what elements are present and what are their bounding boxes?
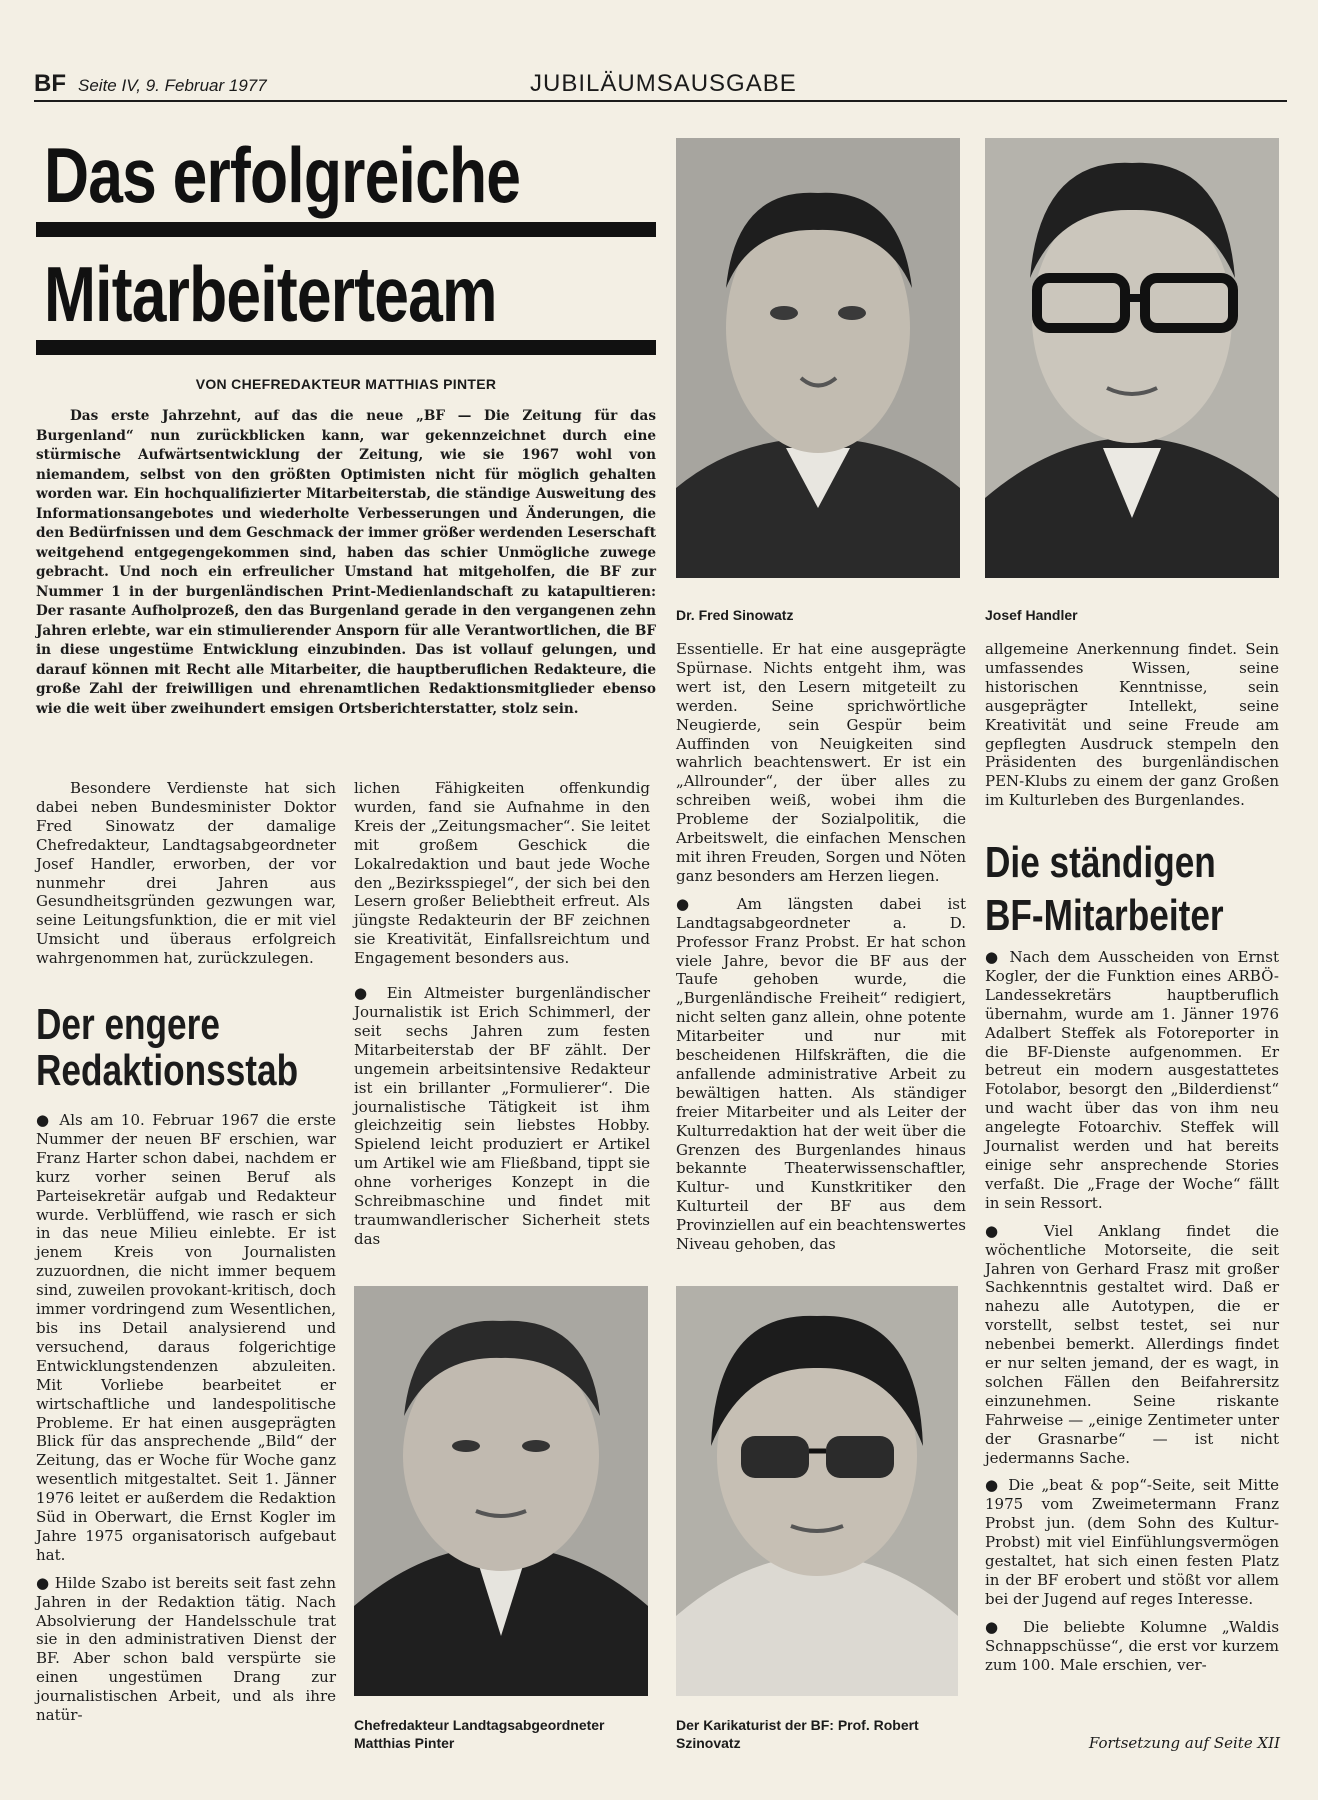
col2-paragraph-2: ● Ein Altmeister burgenländischer Journalistik ist Erich Schimmerl, der seit sechs Jahren zum festen Mitarbeiterstab der BF zählt. Der ungemein arbeitsintensive Redakteur ist ein brillanter „Formulierer“. Die journalistische Tätigkeit ist ihm gleichzeitig sein liebstes Hobby. Spielend leicht produziert er Artikel um Artikel wie am Fließband, tippt sie ohne vorheriges Konzept in die Schreibmaschine und findet mit traumwandlerischer Sicherheit stets das bbox=[354, 984, 650, 1249]
headline-line-1: Das erfolgreiche bbox=[44, 131, 521, 219]
column-3 bbox=[676, 640, 966, 1254]
col4-paragraph-3: ● Viel Anklang findet die wöchentliche Motorseite, die seit Jahren von Gerhard Frasz mit großer Sachkenntnis gestaltet wird. Daß er nahezu alle Autotypen, die er vorstellt, selbst testet, sei nur nebenbei bemerkt. Allerdings findet er nur selten jemand, der es wagt, in solchen Fällen den Beifahrersitz einzunehmen. Seine riskante Fahrweise — „einige Zentimeter unter der Grasnarbe“ — ist nicht jedermanns Sache. bbox=[985, 1222, 1279, 1468]
photo-szinovatz bbox=[676, 1286, 958, 1696]
photo-handler bbox=[985, 138, 1279, 578]
col4-paragraph-2: ● Nach dem Ausscheiden von Ernst Kogler, der die Funktion eines ARBÖ-Landessekretärs hauptberuflich übernahm, wurde am 1. Jänner 1976 Adalbert Steffek als Fotoreporter in die BF-Dienste aufgenommen. Er betreut ein modern ausgestattetes Fotolabor, besorgt den „Bilderdienst“ und wacht über das von ihm neu angelegte Fotoarchiv. Steffek will Journalist werden und hat bereits einige sehr ansprechende Stories verfaßt. Die „Frage der Woche“ fällt in sein Ressort. bbox=[985, 948, 1279, 1213]
col1-paragraph-2: ● Als am 10. Februar 1967 die erste Nummer der neuen BF erschien, war Franz Harter schon dabei, nachdem er kurz vorher seinen Beruf als Parteisekretär aufgab und Redakteur wurde. Verblüffend, wie rasch er sich in das neue Milieu einlebte. Er ist jenem Kreis von Journalisten zuzuordnen, die nicht immer bequem sind, zuweilen provokant-kritisch, doch immer vordringend zum Wesentlichen, bis ins Detail analysierend und versuchend, daraus folgerichtige Entwicklungstendenzen abzuleiten. Mit Vorliebe bearbeitet er wirtschaftliche und landespolitische Probleme. Er hat einen ausgeprägten Blick für das ansprechende „Bild“ der Zeitung, das er Woche für Woche ganz wesentlich mitgestaltet. Seit 1. Jänner 1976 leitet er außerdem die Redaktion Süd in Oberwart, die Ernst Kogler im Jahre 1975 organisatorisch aufgebaut hat. bbox=[36, 1111, 336, 1565]
caption-handler: Josef Handler bbox=[985, 607, 1078, 623]
headline-line-2: Mitarbeiterteam bbox=[44, 250, 497, 338]
subhead-standige-line-2: BF-Mitarbeiter bbox=[985, 891, 1224, 940]
page-header bbox=[34, 70, 1287, 102]
caption-pinter: Chefredakteur Landtagsabgeordneter Matthias Pinter bbox=[354, 1717, 605, 1751]
headline-rule-1 bbox=[36, 222, 656, 237]
column-4 bbox=[985, 640, 1279, 810]
col2-paragraph-1: lichen Fähigkeiten offenkundig wurden, fand sie Aufnahme in den Kreis der „Zeitungsmacher“. Sie leitet mit großem Geschick die Lokalredaktion und baut jede Woche den „Bezirksspiegel“, der sich bei den Lesern großer Beliebtheit erfreut. Als jüngste Redakteurin der BF zeichnen sie Kreativität, Einfallsreichtum und Engagement besonders aus. bbox=[354, 779, 650, 968]
column-1 bbox=[36, 779, 336, 968]
headline-rule-2 bbox=[36, 340, 656, 355]
col1-paragraph-1: Besondere Verdienste hat sich dabei neben Bundesminister Doktor Fred Sinowatz der damalige Chefredakteur, Landtagsabgeordneter Josef Handler, erworben, der vor nunmehr drei Jahren aus Gesundheitsgründen gezwungen war, seine Leitungsfunktion, die er mit viel Umsicht und überaus erfolgreich wahrgenommen hat, zurückzulegen. bbox=[36, 779, 336, 968]
column-4-continued bbox=[985, 948, 1279, 1675]
photo-sinowatz bbox=[676, 138, 960, 578]
header-brand: BF bbox=[34, 70, 66, 97]
column-1-continued bbox=[36, 1111, 336, 1725]
col4-paragraph-5: ● Die beliebte Kolumne „Waldis Schnappschüsse“, die erst vor kurzem zum 100. Male erschien, ver- bbox=[985, 1618, 1279, 1675]
caption-szinovatz: Der Karikaturist der BF: Prof. Robert Szinovatz bbox=[676, 1717, 919, 1751]
caption-sinowatz: Dr. Fred Sinowatz bbox=[676, 607, 794, 623]
photo-pinter bbox=[354, 1286, 648, 1696]
col3-paragraph-2: ● Am längsten dabei ist Landtagsabgeordneter a. D. Professor Franz Probst. Er hat schon viele Jahre, bevor die BF aus der Taufe gehoben wurde, die „Burgenländische Freiheit“ redigiert, nicht selten ganz allein, ohne potente Mitarbeiter und nur mit bescheidenen Hilfskräften, die die anfallende administrative Arbeit zu bewältigen hatten. Als ständiger freier Mitarbeiter und als Leiter der Kulturredaktion hat der weit über die Grenzen des Burgenlandes hinaus bekannte Theaterwissenschaftler, Kultur- und Kunstkritiker den Kulturteil der BF aus dem Provinziellen auf ein beachtenswertes Niveau gehoben, das bbox=[676, 895, 966, 1254]
intro-paragraph: Das erste Jahrzehnt, auf das die neue „BF — Die Zeitung für das Burgenland“ nun zurückblicken kann, war gekennzeichnet durch eine stürmische Aufwärtsentwicklung der Zeitung, wie sie 1967 wohl von niemandem, selbst von den größten Optimisten nicht für möglich gehalten worden war. Ein hochqualifizierter Mitarbeiterstab, die ständige Ausweitung des Informationsangebotes und wiederholte Verbesserungen und Änderungen, die den Bedürfnissen und dem Geschmack der immer größer werdenden Leserschaft weitgehend entgegengekommen sind, haben das schier Unmögliche zuwege gebracht. Und noch ein erfreulicher Umstand hat mitgeholfen, die BF zur Nummer 1 in der burgenländischen Print-Medienlandschaft zu katapultieren: Der rasante Aufholprozeß, den das Burgenland gerade in den vergangenen zehn Jahren erlebte, war ein stimulierender Ansporn für alle Verantwortlichen, die BF in diese ungestüme Entwicklung einzubinden. Das ist vollauf gelungen, und darauf können mit Recht alle Mitarbeiter, die hauptberuflichen Redakteure, die große Zahl der freiwilligen und ehrenamtlichen Redaktionsmitglieder ebenso wie die weit über zweihundert emsigen Ortsberichterstatter, stolz sein. bbox=[36, 408, 656, 717]
byline: VON CHEFREDAKTEUR MATTHIAS PINTER bbox=[195, 376, 497, 392]
col4-paragraph-4: ● Die „beat & pop“-Seite, seit Mitte 1975 vom Zweimetermann Franz Probst jun. (dem Sohn des Kultur-Probst) mit viel Einfühlungsvermögen gestaltet, hat sich einen festen Platz in der BF erobert und stößt vor allem bei der Jugend auf reges Interesse. bbox=[985, 1476, 1279, 1608]
subhead-redaktionsstab: Der engere Redaktionsstab bbox=[36, 1000, 299, 1095]
subhead-standige-line-1: Die ständigen bbox=[985, 838, 1216, 887]
col4-paragraph-1: allgemeine Anerkennung findet. Sein umfassendes Wissen, seine historischen Kenntnisse, sein ausgeprägter Intellekt, seine Kreativität und seine Freude am gepflegten Ausdruck stempeln den Präsidenten des burgenländischen PEN-Klubs zu einem der ganz Großen im Kulturleben des Burgenlandes. bbox=[985, 640, 1279, 810]
col3-paragraph-1: Essentielle. Er hat eine ausgeprägte Spürnase. Nichts entgeht ihm, was wert ist, den Lesern mitgeteilt zu werden. Seine sprichwörtliche Neugierde, sein Gespür beim Auffinden von Neuigkeiten sind wahrlich beachtenswert. Er ist ein „Allrounder“, der über alles zu schreiben weiß, wobei ihm die Probleme der Sozialpolitik, die Arbeitswelt, die einfachen Menschen mit ihren Freuden, Sorgen und Nöten ganz besonders am Herzen liegen. bbox=[676, 640, 966, 885]
header-page-info: Seite IV, 9. Februar 1977 bbox=[78, 76, 267, 95]
header-edition: JUBILÄUMSAUSGABE bbox=[530, 70, 797, 97]
col1-paragraph-3: ● Hilde Szabo ist bereits seit fast zehn Jahren in der Redaktion tätig. Nach Absolvierung der Handelsschule trat sie in den administrativen Dienst der BF. Aber schon bald verspürte sie einen ungestümen Drang zur journalistischen Arbeit, und als ihre natür- bbox=[36, 1574, 336, 1725]
continuation-note: Fortsetzung auf Seite XII bbox=[1088, 1734, 1280, 1752]
column-2 bbox=[354, 779, 650, 1249]
